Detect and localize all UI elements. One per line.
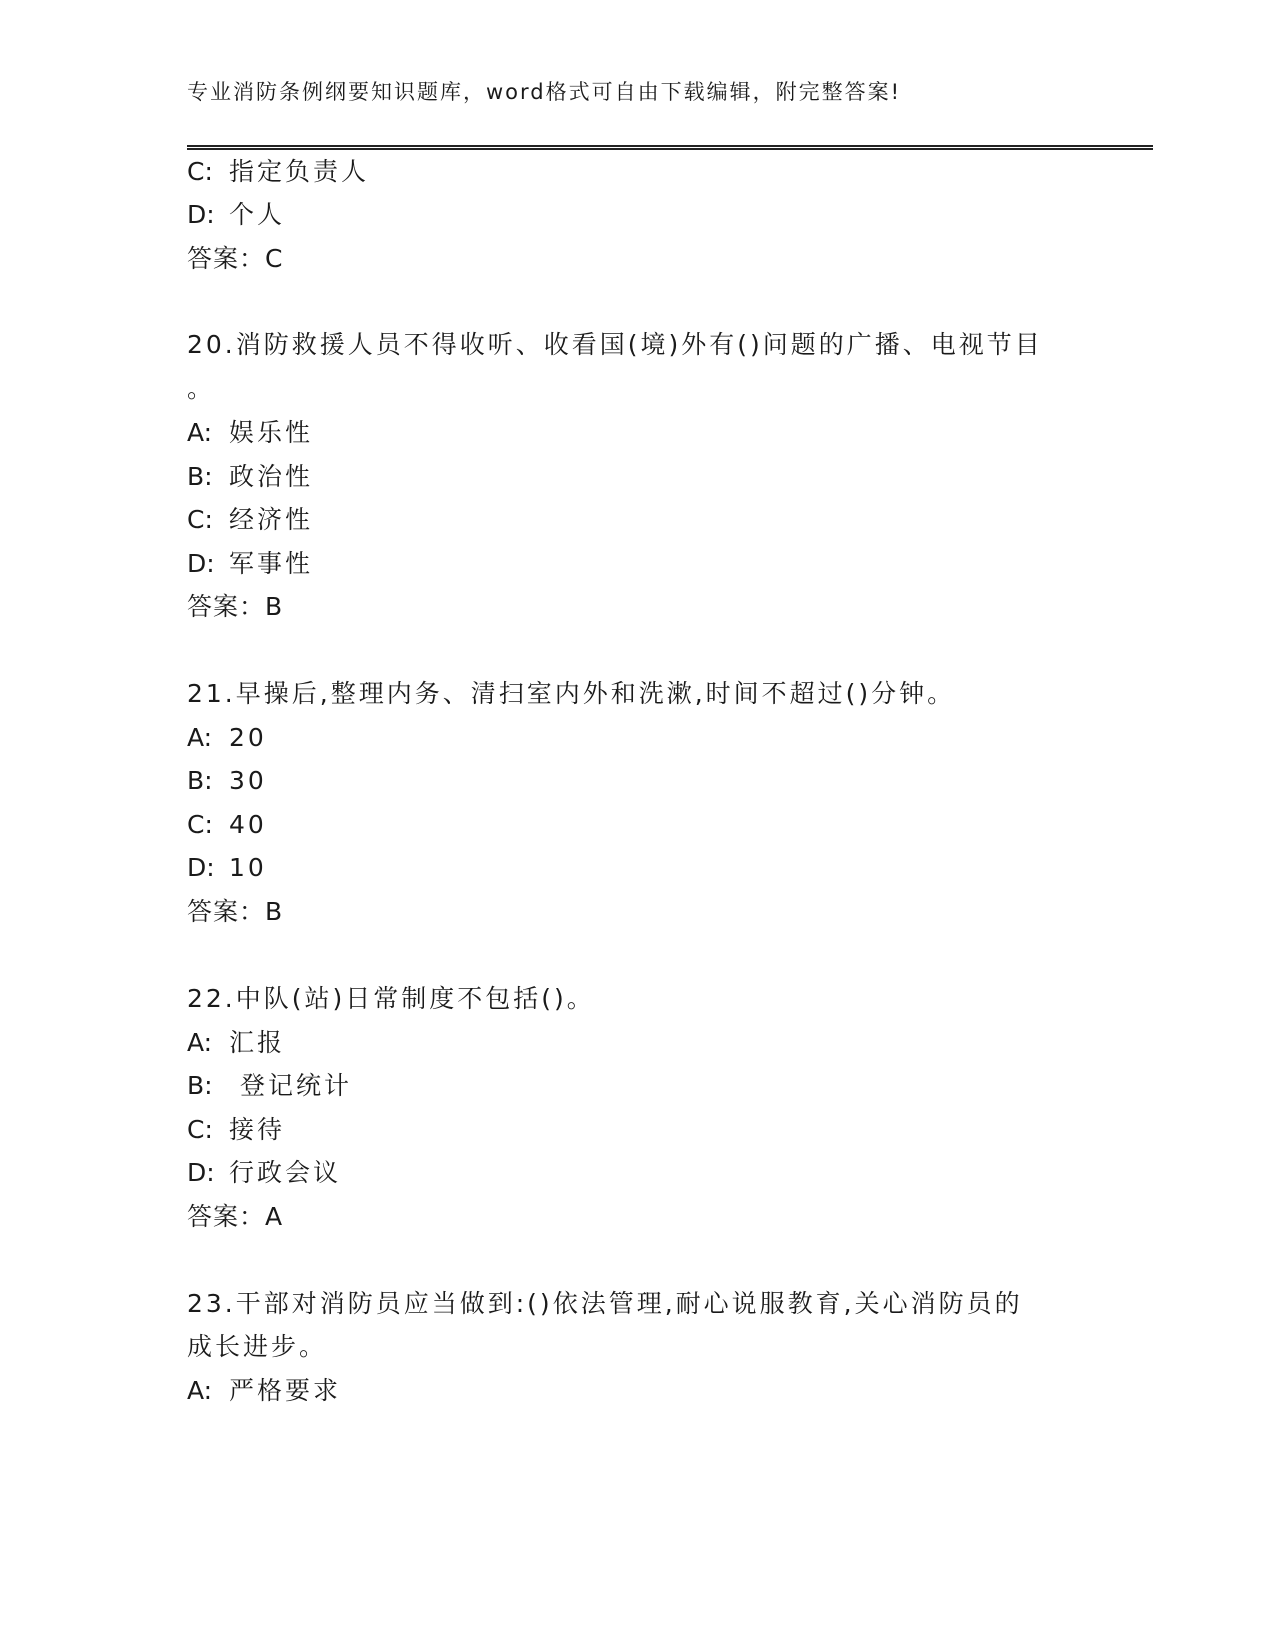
option-a bbox=[187, 722, 267, 754]
option-label: D: bbox=[187, 1158, 215, 1187]
question-stem-continued: 成长进步。 bbox=[187, 1332, 328, 1361]
question-stem: 21.早操后,整理内务、清扫室内外和洗漱,时间不超过()分钟。 bbox=[187, 679, 956, 708]
option-text: 30 bbox=[229, 766, 267, 795]
option-d bbox=[187, 1157, 341, 1189]
option-text: 严格要求 bbox=[229, 1376, 342, 1405]
option-label: D: bbox=[187, 549, 215, 578]
option-label: B: bbox=[187, 462, 213, 491]
option-text: 经济性 bbox=[229, 505, 314, 534]
option-text: 政治性 bbox=[229, 462, 314, 491]
option-d bbox=[187, 199, 285, 231]
answer-line: 答案：B bbox=[187, 897, 284, 926]
option-label: A: bbox=[187, 1028, 213, 1057]
option-text: 10 bbox=[229, 853, 267, 882]
option-d bbox=[187, 852, 267, 884]
option-label: A: bbox=[187, 418, 213, 447]
page-header-title: 专业消防条例纲要知识题库，word格式可自由下载编辑，附完整答案! bbox=[187, 80, 902, 104]
option-a bbox=[187, 417, 313, 449]
option-b bbox=[187, 461, 313, 493]
option-label: C: bbox=[187, 505, 213, 534]
option-label: A: bbox=[187, 723, 213, 752]
option-b bbox=[187, 1070, 352, 1102]
option-a bbox=[187, 1027, 285, 1059]
option-text: 个人 bbox=[229, 200, 286, 229]
option-text: 行政会议 bbox=[229, 1158, 342, 1187]
option-label: C: bbox=[187, 810, 213, 839]
question-stem: 22.中队(站)日常制度不包括()。 bbox=[187, 984, 595, 1013]
option-c bbox=[187, 504, 313, 536]
option-a bbox=[187, 1375, 341, 1407]
option-label: B: bbox=[187, 1071, 213, 1100]
option-text: 登记统计 bbox=[229, 1071, 352, 1100]
header-divider bbox=[187, 145, 1153, 150]
option-c bbox=[187, 809, 267, 841]
option-label: C: bbox=[187, 1115, 213, 1144]
option-text: 汇报 bbox=[229, 1028, 286, 1057]
option-text: 娱乐性 bbox=[229, 418, 314, 447]
option-label: D: bbox=[187, 853, 215, 882]
option-text: 指定负责人 bbox=[229, 157, 370, 186]
question-stem: 20.消防救援人员不得收听、收看国(境)外有()问题的广播、电视节目 bbox=[187, 330, 1043, 359]
question-stem: 23.干部对消防员应当做到:()依法管理,耐心说服教育,关心消防员的 bbox=[187, 1289, 1023, 1318]
question-stem-continued: 。 bbox=[187, 374, 216, 403]
option-label: C: bbox=[187, 157, 213, 186]
option-label: D: bbox=[187, 200, 215, 229]
option-c bbox=[187, 1114, 285, 1146]
option-text: 20 bbox=[229, 723, 267, 752]
option-c bbox=[187, 156, 369, 188]
option-b bbox=[187, 765, 267, 797]
answer-line: 答案：A bbox=[187, 1202, 284, 1231]
option-text: 接待 bbox=[229, 1115, 286, 1144]
option-text: 40 bbox=[229, 810, 267, 839]
option-label: B: bbox=[187, 766, 213, 795]
option-text: 军事性 bbox=[229, 549, 314, 578]
option-d bbox=[187, 548, 313, 580]
answer-line: 答案：C bbox=[187, 244, 284, 273]
option-label: A: bbox=[187, 1376, 213, 1405]
answer-line: 答案：B bbox=[187, 592, 284, 621]
